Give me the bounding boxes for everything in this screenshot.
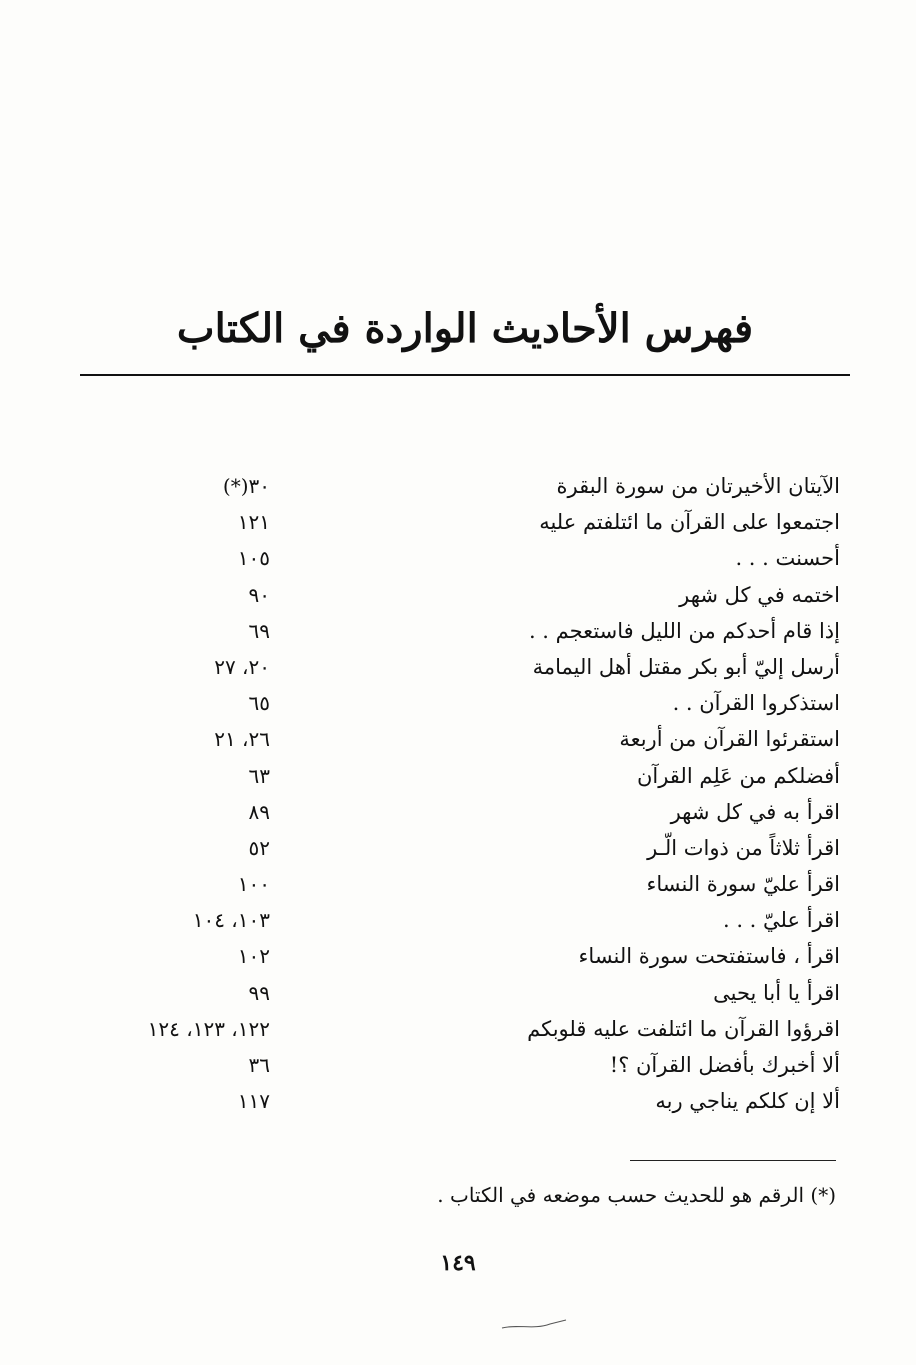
index-entry bbox=[80, 868, 840, 904]
index-entry bbox=[80, 542, 840, 578]
index-entry bbox=[80, 1049, 840, 1085]
index-entry bbox=[80, 940, 840, 976]
page-references: ٥٢ bbox=[248, 835, 270, 860]
index-entry bbox=[80, 615, 840, 651]
hadith-text: اختمه في كل شهر bbox=[679, 582, 840, 607]
index-entry bbox=[80, 687, 840, 723]
page-references: ٣٠(*) bbox=[222, 474, 270, 498]
index-entry bbox=[80, 470, 840, 506]
page-references: ٩٩ bbox=[248, 980, 270, 1005]
title-divider bbox=[80, 374, 850, 376]
page-references: ١٠٠ bbox=[237, 872, 270, 897]
page-references: ١١٧ bbox=[237, 1089, 270, 1114]
index-entry bbox=[80, 506, 840, 542]
hadith-text: اقرأ يا أبا يحيى bbox=[713, 980, 840, 1005]
page-references: ٩٠ bbox=[248, 582, 270, 607]
index-entry bbox=[80, 1085, 840, 1121]
hadith-text: اقرؤوا القرآن ما ائتلفت عليه قلوبكم bbox=[527, 1016, 840, 1041]
scan-mark bbox=[500, 1318, 570, 1332]
hadith-text: ألا إن كلكم يناجي ربه bbox=[655, 1089, 840, 1114]
footnote-divider bbox=[630, 1160, 836, 1161]
index-entry bbox=[80, 796, 840, 832]
hadith-text: اقرأ ثلاثاً من ذوات الّـر bbox=[647, 835, 840, 860]
page-references: ٨٩ bbox=[248, 799, 270, 824]
page-references: ١٠٣، ١٠٤ bbox=[192, 908, 270, 933]
hadith-text: أفضلكم من عَلِم القرآن bbox=[636, 763, 840, 788]
hadith-text: ألا أخبرك بأفضل القرآن ؟! bbox=[609, 1053, 840, 1077]
index-entry bbox=[80, 723, 840, 759]
index-entry bbox=[80, 832, 840, 868]
page-references: ٦٥ bbox=[248, 691, 270, 716]
page-references: ٦٩ bbox=[248, 618, 270, 643]
index-entry bbox=[80, 977, 840, 1013]
page-references: ٣٦ bbox=[248, 1053, 270, 1077]
index-title: فهرس الأحاديث الواردة في الكتاب bbox=[176, 305, 754, 352]
hadith-index-list bbox=[80, 470, 840, 1121]
page-references: ٦٣ bbox=[248, 763, 270, 788]
hadith-text: الآيتان الأخيرتان من سورة البقرة bbox=[556, 474, 840, 498]
hadith-text: أحسنت . . . bbox=[735, 546, 840, 571]
page-references: ١٢٢، ١٢٣، ١٢٤ bbox=[147, 1016, 270, 1041]
page-number: ١٤٩ bbox=[440, 1250, 476, 1276]
hadith-text: اقرأ به في كل شهر bbox=[670, 799, 840, 824]
hadith-text: اجتمعوا على القرآن ما ائتلفتم عليه bbox=[539, 510, 840, 535]
hadith-text: اقرأ ، فاستفتحت سورة النساء bbox=[578, 944, 840, 969]
index-entry bbox=[80, 579, 840, 615]
index-entry bbox=[80, 760, 840, 796]
footnote: (*) الرقم هو للحديث حسب موضعه في الكتاب . bbox=[437, 1183, 836, 1207]
hadith-text: اقرأ عليّ . . . bbox=[722, 908, 840, 933]
index-entry bbox=[80, 1013, 840, 1049]
index-entry bbox=[80, 904, 840, 940]
hadith-text: أرسل إليّ أبو بكر مقتل أهل اليمامة bbox=[532, 654, 840, 679]
hadith-text: استقرئوا القرآن من أربعة bbox=[619, 727, 840, 752]
index-entry bbox=[80, 651, 840, 687]
page-references: ١٢١ bbox=[237, 510, 270, 535]
page-references: ٢٠، ٢٧ bbox=[214, 654, 270, 679]
page-references: ١٠٥ bbox=[237, 546, 270, 571]
page-references: ١٠٢ bbox=[237, 944, 270, 969]
hadith-text: استذكروا القرآن . . bbox=[672, 691, 840, 716]
page-references: ٢٦، ٢١ bbox=[214, 727, 270, 752]
hadith-text: اقرأ عليّ سورة النساء bbox=[646, 872, 840, 897]
hadith-text: إذا قام أحدكم من الليل فاستعجم . . bbox=[528, 618, 840, 643]
